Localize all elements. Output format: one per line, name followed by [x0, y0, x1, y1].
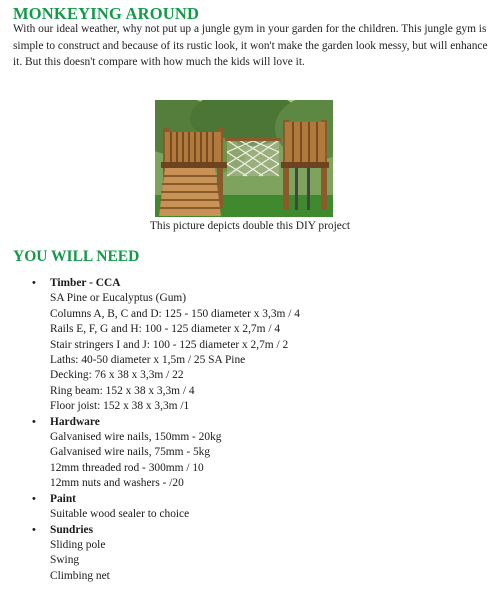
list-item: Galvanised wire nails, 150mm - 20kg [50, 431, 222, 444]
list-item: SA Pine or Eucalyptus (Gum) [50, 292, 187, 305]
material-category [0, 492, 500, 523]
jungle-gym-photo [155, 100, 333, 217]
list-item: Columns A, B, C and D: 125 - 150 diameter x 3,3m / 4 [50, 307, 300, 320]
list-item: Laths: 40-50 diameter x 1,5m / 25 SA Pine [50, 354, 246, 367]
list-item: Ring beam: 152 x 38 x 3,3m / 4 [50, 384, 195, 397]
article-title: MONKEYING AROUND [13, 4, 200, 23]
list-item: Decking: 76 x 38 x 3,3m / 22 [50, 369, 184, 382]
list-item: 12mm threaded rod - 300mm / 10 [50, 461, 204, 474]
category-name: Timber - CCA [50, 277, 121, 289]
materials-heading: YOU WILL NEED [13, 248, 140, 265]
list-item: Swing [50, 554, 80, 567]
list-item: Floor joist: 152 x 38 x 3,3m /1 [50, 400, 190, 413]
list-item: Suitable wood sealer to choice [50, 508, 190, 521]
category-name: Paint [50, 492, 76, 505]
material-category [0, 523, 500, 585]
bullet-icon: • [32, 415, 36, 428]
materials-list [0, 276, 500, 584]
list-item: Climbing net [50, 569, 110, 582]
material-category [0, 415, 500, 492]
material-category [0, 276, 500, 415]
list-item: Sliding pole [50, 538, 106, 551]
bullet-icon: • [32, 492, 36, 505]
intro-paragraph: With our ideal weather, why not put up a jungle gym in your garden for the children. This jungle gym is simple to construct and because of its rustic look, it won't make the garden look messy, but will enhance it. But this doesn't compare with how much the kids will love it. [13, 23, 488, 68]
list-item: Stair stringers I and J: 100 - 125 diameter x 2,7m / 2 [50, 338, 289, 351]
bullet-icon: • [32, 277, 36, 289]
list-item: Galvanised wire nails, 75mm - 5kg [50, 446, 211, 459]
category-name: Hardware [50, 415, 100, 428]
list-item: 12mm nuts and washers - /20 [50, 477, 184, 490]
image-caption: This picture depicts double this DIY project [149, 220, 351, 232]
bullet-icon: • [32, 523, 36, 536]
list-item: Rails E, F, G and H: 100 - 125 diameter x 2,7m / 4 [50, 323, 281, 336]
category-name: Sundries [50, 523, 94, 536]
